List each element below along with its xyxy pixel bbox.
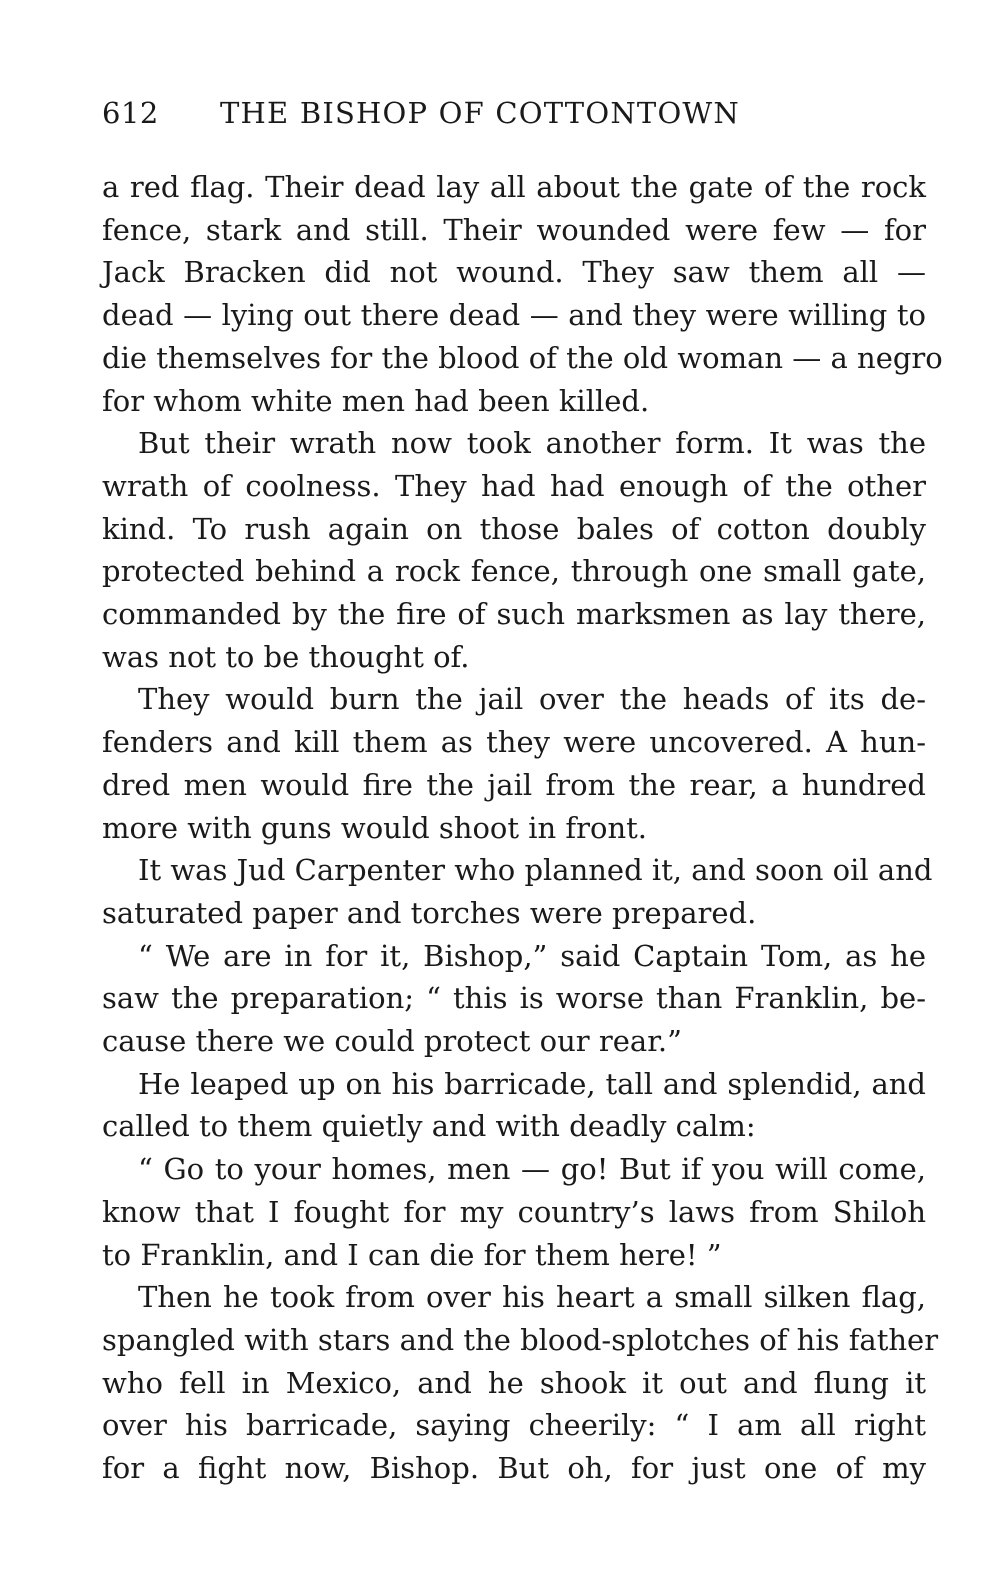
- paragraph: [102, 1148, 926, 1276]
- text-line: called to them quietly and with deadly calm:: [102, 1109, 756, 1144]
- text-line: “ Go to your homes, men — go! But if you will come,: [138, 1152, 926, 1187]
- text-line: cause there we could protect our rear.”: [102, 1024, 682, 1059]
- text-line: a red flag. Their dead lay all about the gate of the rock: [102, 170, 926, 204]
- text-line: Then he took from over his heart a small silken flag,: [138, 1280, 926, 1315]
- text-line: saw the preparation; “ this is worse than Franklin, be-: [102, 981, 926, 1016]
- text-line: for a fight now, Bishop. But oh, for just one of my: [102, 1451, 926, 1486]
- text-line: know that I fought for my country’s laws from Shiloh: [102, 1194, 926, 1229]
- text-line: They would burn the jail over the heads of its de-: [138, 682, 926, 717]
- text-line: “ We are in for it, Bishop,” said Captain Tom, as he: [138, 938, 926, 973]
- text-line: over his barricade, saying cheerily: “ I am all right: [102, 1408, 926, 1443]
- text-line: more with guns would shoot in front.: [102, 810, 648, 845]
- text-line: But their wrath now took another form. It was the: [138, 426, 926, 461]
- text-line: fenders and kill them as they were uncovered. A hun-: [102, 725, 926, 760]
- text-line: for whom white men had been killed.: [102, 383, 650, 418]
- paragraph: [102, 849, 933, 934]
- text-line: wrath of coolness. They had had enough of the other: [102, 468, 926, 503]
- text-line: commanded by the fire of such marksmen as lay there,: [102, 597, 926, 632]
- text-line: spangled with stars and the blood-splotches of his father: [102, 1322, 939, 1357]
- text-line: dred men would fire the jail from the rear, a hundred: [102, 767, 926, 802]
- text-line: It was Jud Carpenter who planned it, and soon oil and: [138, 853, 933, 888]
- text-line: saturated paper and torches were prepared.: [102, 895, 757, 930]
- text-line: He leaped up on his barricade, tall and splendid, and: [138, 1066, 926, 1101]
- paragraph: [102, 678, 926, 849]
- text-line: protected behind a rock fence, through one small gate,: [102, 554, 926, 589]
- body-text: [102, 166, 943, 1490]
- running-head: [102, 96, 926, 148]
- text-line: was not to be thought of.: [102, 639, 470, 674]
- page-number: 612: [102, 96, 159, 130]
- book-page: [102, 96, 943, 1490]
- text-line: die themselves for the blood of the old woman — a negro: [102, 340, 943, 375]
- paragraph: [102, 935, 926, 1063]
- text-line: to Franklin, and I can die for them here! ”: [102, 1237, 722, 1272]
- running-title: THE BISHOP OF COTTONTOWN: [220, 96, 741, 130]
- paragraph: [102, 422, 926, 678]
- text-line: fence, stark and still. Their wounded were few — for: [102, 212, 926, 247]
- text-line: who fell in Mexico, and he shook it out and flung it: [102, 1365, 926, 1400]
- paragraph: [102, 1276, 939, 1490]
- text-line: dead — lying out there dead — and they were willing to: [102, 298, 926, 333]
- paragraph: [102, 166, 943, 422]
- text-line: Jack Bracken did not wound. They saw them all —: [102, 255, 926, 290]
- text-line: kind. To rush again on those bales of cotton doubly: [102, 511, 926, 546]
- paragraph: [102, 1063, 926, 1148]
